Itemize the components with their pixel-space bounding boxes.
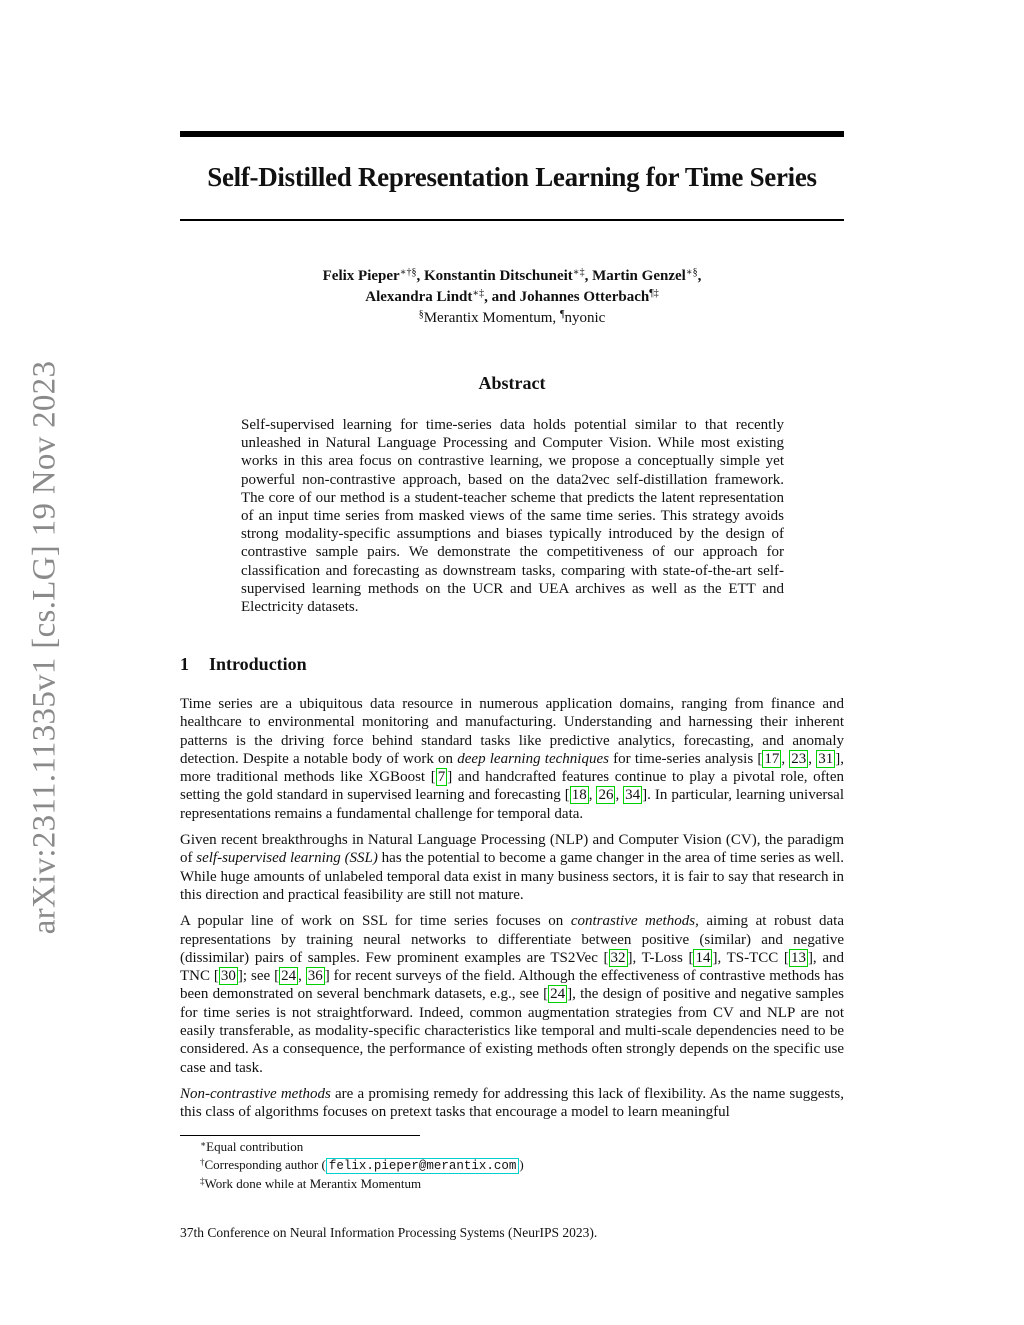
citation-link[interactable]: 31 bbox=[818, 750, 834, 767]
section-number: 1 bbox=[180, 654, 189, 674]
citation-link[interactable]: 23 bbox=[791, 750, 807, 767]
title-rule-top bbox=[180, 131, 844, 137]
author-marks: ¶‡ bbox=[649, 288, 659, 299]
affiliation-mark: ¶ bbox=[559, 309, 565, 320]
footnote: ‡Work done while at Merantix Momentum bbox=[200, 1176, 422, 1191]
citation-link[interactable]: 36 bbox=[307, 968, 323, 985]
author-name: Alexandra Lindt bbox=[365, 289, 473, 305]
author-marks: ∗§ bbox=[685, 267, 698, 278]
citation-link[interactable]: 24 bbox=[281, 968, 297, 985]
abstract-text: Self-supervised learning for time-series data holds potential similar to that recently unleashed in Natural Language Processing and Computer Vision. While most existing works in this area focus on contrastive learning, we propose a conceptually simple yet powerful non-contrastive approach, based on the data2vec self-distillation framework. The core of our method is a student-teacher scheme that predicts the latent representation of an input time series from masked views of the same time series. This strategy avoids strong modality-specific assumptions and biases typically introduced by the design of contrastive sample pairs. We demonstrate the competitiveness of our approach for classification and forecasting as downstream tasks, comparing with state-of-the-art self-supervised learning methods on the UCR and UEA archives as well as the ETT and Electricity datasets. bbox=[241, 417, 784, 616]
footnote-rule bbox=[180, 1135, 420, 1136]
affiliation: Merantix Momentum, bbox=[423, 310, 560, 326]
author-name: Felix Pieper bbox=[322, 268, 400, 284]
footnote: ∗Equal contribution bbox=[200, 1139, 304, 1154]
affiliation: nyonic bbox=[564, 310, 606, 326]
arxiv-stamp bbox=[22, 347, 68, 947]
footnote: †Corresponding author ( felix.pieper@merantix.com ) bbox=[200, 1157, 524, 1173]
author-name: and Johannes Otterbach bbox=[491, 289, 650, 305]
title-rule-bottom bbox=[180, 219, 844, 221]
citation-link[interactable]: 17 bbox=[764, 750, 780, 767]
citation-link[interactable]: 30 bbox=[220, 968, 236, 985]
citation-link[interactable]: 34 bbox=[625, 787, 641, 804]
paper-title: Self-Distilled Representation Learning for Time Series bbox=[207, 162, 817, 192]
author-line-1: Felix Pieper∗†§, Konstantin Ditschuneit∗‡, Martin Genzel∗§, bbox=[322, 267, 702, 284]
citation-link[interactable]: 7 bbox=[437, 769, 446, 786]
author-name: Martin Genzel bbox=[592, 268, 686, 284]
abstract-heading: Abstract bbox=[478, 373, 546, 393]
citation-link[interactable]: 18 bbox=[571, 787, 587, 804]
author-marks: ∗†§ bbox=[399, 267, 417, 278]
author-marks: ∗‡ bbox=[472, 288, 485, 299]
paragraph: Non-contrastive methods are a promising remedy for addressing this lack of flexibility. As the name suggests, this class of algorithms focuses on pretext tasks that encourage a model to learn meaningful bbox=[180, 1085, 844, 1121]
emphasis: Non-contrastive methods bbox=[180, 1085, 331, 1102]
citation-link[interactable]: 32 bbox=[610, 949, 626, 966]
section-title: Introduction bbox=[209, 654, 307, 674]
citation-link[interactable]: 14 bbox=[695, 949, 711, 966]
author-line-2: Alexandra Lindt∗‡, and Johannes Otterbach¶‡ bbox=[365, 288, 659, 305]
paragraph: Given recent breakthroughs in Natural Language Processing (NLP) and Computer Vision (CV), the paradigm of self-supervised learning (SSL) has the potential to become a game changer in the area of time series as well. While huge amounts of unlabeled temporal data exist in many business sectors, it is fair to say that research in this direction and practical feasibility are still not mature. bbox=[180, 832, 845, 903]
paragraph: A popular line of work on SSL for time series focuses on contrastive methods, aiming at robust data representations by training neural networks to differentiate between positive (similar) and negative (dissimilar) pairs of samples. Few prominent examples are TS2Vec [ 32 ], T-Loss [ 14 ], TS-TCC [ 13 ], and TNC [ 30 ]; see [ 24 , 36 ] for recent surveys of the field. Although the effectiveness of contrastive methods has been demonstrated on several benchmark datasets, e.g., see [ 24 ], the design of positive and negative samples for time series is not straightforward. Indeed, common augmentation strategies from CV and NLP are not easily transferable, as modality-specific characteristics like temporal and multi-scale dependencies need to be considered. As a consequence, the performance of existing methods often strongly depends on the specific use case and task. bbox=[180, 913, 845, 1076]
body-text bbox=[180, 695, 844, 1130]
arxiv-stamp-text: arXiv:2311.11335v1 [cs.LG] 19 Nov 2023 bbox=[26, 360, 63, 934]
emphasis: deep learning techniques bbox=[457, 750, 609, 767]
section-heading bbox=[180, 654, 307, 675]
paragraph: Time series are a ubiquitous data resource in numerous application domains, ranging from finance and healthcare to environmental monitoring and manufacturing. Understanding and harnessing their inherent patterns is the driving force behind standard tasks like predictive analytics, forecasting, and anomaly detection. Despite a notable body of work on deep learning techniques for time-series analysis [ 17 , 23 , 31 ], more traditional methods like XGBoost [ 7 ] and handcrafted features continue to play a pivotal role, often setting the gold standard in supervised learning and forecasting [ 18 , 26 , 34 ]. In particular, learning universal representations remains a fundamental challenge for temporal data. bbox=[180, 696, 845, 822]
citation-link[interactable]: 24 bbox=[550, 986, 566, 1003]
author-marks: ∗‡ bbox=[572, 267, 585, 278]
footnotes bbox=[200, 1138, 840, 1193]
email-link[interactable]: felix.pieper@merantix.com bbox=[326, 1158, 520, 1174]
citation-link[interactable]: 26 bbox=[598, 787, 614, 804]
conference-note: 37th Conference on Neural Information Processing Systems (NeurIPS 2023). bbox=[180, 1225, 598, 1240]
citation-link[interactable]: 13 bbox=[790, 949, 806, 966]
author-block bbox=[180, 266, 844, 329]
author-name: Konstantin Ditschuneit bbox=[424, 268, 573, 284]
affiliations bbox=[180, 308, 844, 329]
emphasis: contrastive methods bbox=[570, 913, 696, 930]
affiliation-mark: § bbox=[418, 309, 424, 320]
emphasis: self-supervised learning (SSL) bbox=[196, 850, 378, 867]
